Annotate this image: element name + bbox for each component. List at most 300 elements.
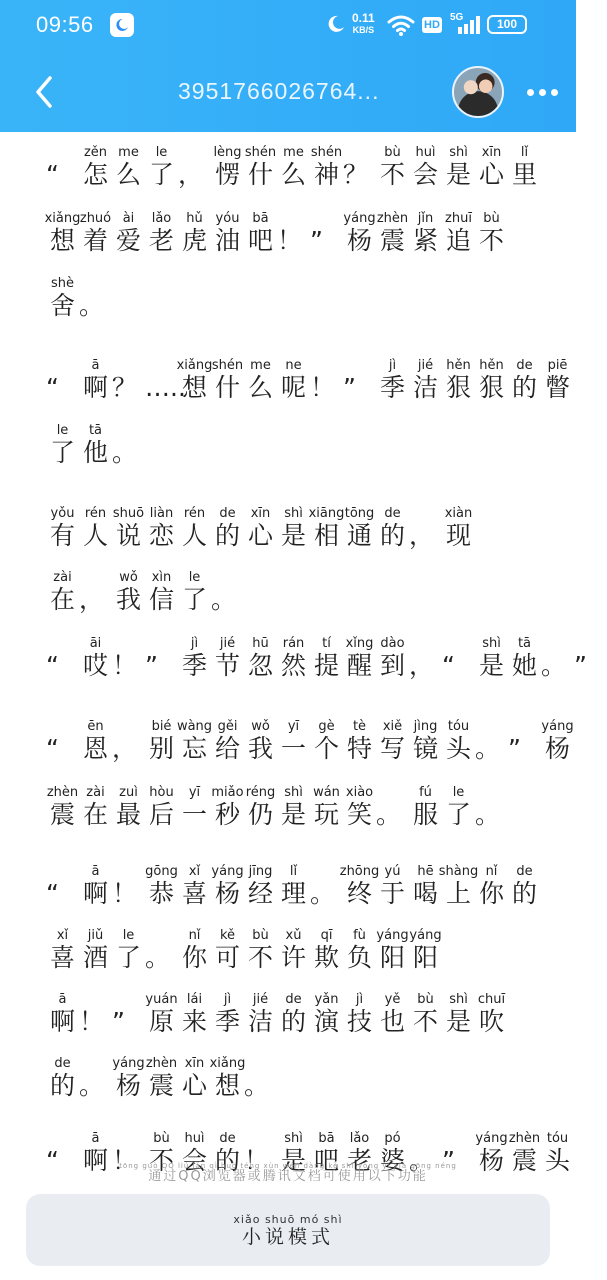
- hanzi: 舍: [49, 291, 75, 320]
- pinyin: xīn: [184, 1056, 205, 1071]
- novel-mode-pinyin: xiǎo shuō mó shì: [233, 1213, 343, 1226]
- pinyin: liàn: [149, 506, 174, 521]
- hanzi: 负: [346, 943, 372, 972]
- character: [244, 493, 277, 553]
- character: [145, 132, 178, 192]
- hanzi: 油: [214, 226, 240, 255]
- pinyin: lǎo: [349, 1131, 370, 1146]
- hanzi: 人: [181, 521, 207, 550]
- hanzi: 别: [148, 734, 174, 763]
- hanzi: 。: [376, 800, 402, 829]
- character: [112, 915, 145, 975]
- pinyin: kě: [219, 928, 236, 943]
- hanzi: 现: [445, 521, 471, 550]
- pinyin: zhōng: [339, 864, 380, 879]
- pinyin: jīng: [248, 864, 273, 879]
- punctuation: [112, 851, 145, 911]
- character: [310, 493, 343, 553]
- hanzi: 服: [412, 800, 438, 829]
- pinyin: jìng: [413, 719, 438, 734]
- character: [442, 979, 475, 1039]
- punctuation: [145, 345, 186, 405]
- pinyin: pó: [384, 1131, 401, 1146]
- character: [409, 198, 442, 258]
- character: [244, 345, 277, 405]
- pinyin: jié: [417, 358, 434, 373]
- hanzi: 杨: [478, 1146, 504, 1175]
- hanzi: 神: [313, 160, 339, 189]
- character: [277, 772, 310, 832]
- pinyin: ā: [91, 1131, 100, 1146]
- pinyin: wàng: [176, 719, 213, 734]
- hanzi: 人: [82, 521, 108, 550]
- character: [244, 132, 277, 192]
- hanzi: 不: [478, 226, 504, 255]
- character: [244, 198, 277, 258]
- chevron-left-icon: [28, 72, 64, 112]
- character: [343, 772, 376, 832]
- app-notification-icon: [110, 13, 134, 37]
- pinyin: zài: [86, 785, 105, 800]
- hanzi: 头: [544, 1146, 570, 1175]
- hanzi: 的: [49, 1071, 75, 1100]
- pinyin: yú: [384, 864, 401, 879]
- pinyin: lǐ: [520, 145, 529, 160]
- punctuation: [541, 623, 574, 683]
- novel-mode-button[interactable]: [26, 1194, 550, 1266]
- character: [178, 772, 211, 832]
- pinyin: shén: [244, 145, 277, 160]
- hanzi: 上: [445, 879, 471, 908]
- wifi-icon: [387, 14, 415, 36]
- character: [112, 1043, 145, 1103]
- pinyin: lǐ: [289, 864, 298, 879]
- character: [211, 851, 244, 911]
- character: [475, 979, 508, 1039]
- character: [310, 623, 343, 683]
- pinyin: rán: [282, 636, 305, 651]
- character: [310, 979, 343, 1039]
- hanzi: 婆: [379, 1146, 405, 1175]
- status-time: 09:56: [36, 12, 94, 37]
- hanzi: 恋: [148, 521, 174, 550]
- character: [343, 706, 376, 766]
- status-bar: [0, 0, 576, 50]
- character: [442, 493, 475, 553]
- punctuation: [310, 345, 343, 405]
- pinyin: xǐ: [188, 864, 201, 879]
- avatar[interactable]: [452, 66, 504, 118]
- character: [79, 851, 112, 911]
- hanzi: 通: [346, 521, 372, 550]
- hanzi: 震: [49, 800, 75, 829]
- pinyin: xǐng: [345, 636, 374, 651]
- pinyin: xiě: [382, 719, 403, 734]
- pinyin: xiào: [345, 785, 374, 800]
- character: [409, 132, 442, 192]
- hanzi: “: [46, 879, 59, 908]
- hanzi: 在: [82, 800, 108, 829]
- pinyin: qī: [320, 928, 333, 943]
- hanzi: 喜: [49, 943, 75, 972]
- hanzi: 啊: [82, 373, 108, 402]
- hanzi: 到: [379, 651, 405, 680]
- character: [145, 979, 178, 1039]
- character: [376, 706, 409, 766]
- character: [178, 623, 211, 683]
- pinyin: de: [219, 1131, 236, 1146]
- pinyin: fú: [419, 785, 432, 800]
- hanzi: …..: [145, 373, 186, 402]
- pinyin: piē: [547, 358, 568, 373]
- pinyin: jié: [219, 636, 236, 651]
- pinyin: shàng: [438, 864, 479, 879]
- character: [145, 851, 178, 911]
- hanzi: ”: [310, 226, 323, 255]
- character: [442, 198, 475, 258]
- character: [112, 198, 145, 258]
- hanzi: 也: [379, 1007, 405, 1036]
- punctuation: [343, 345, 376, 405]
- punctuation: [508, 706, 541, 766]
- punctuation: [46, 706, 79, 766]
- pinyin: wǒ: [119, 570, 138, 585]
- hanzi: 酒: [82, 943, 108, 972]
- hanzi: ，: [409, 651, 435, 680]
- character: [112, 772, 145, 832]
- hanzi: ”: [343, 373, 356, 402]
- hanzi: 愣: [214, 160, 240, 189]
- pinyin: le: [452, 785, 465, 800]
- character: [244, 979, 277, 1039]
- hanzi: 然: [280, 651, 306, 680]
- hanzi: 笑: [346, 800, 372, 829]
- hanzi: 了: [148, 160, 174, 189]
- character: [211, 706, 244, 766]
- pinyin: zhèn: [376, 211, 409, 226]
- pinyin: shì: [284, 785, 303, 800]
- hanzi: “: [46, 651, 59, 680]
- pinyin: bā: [318, 1131, 335, 1146]
- hanzi: 吧: [313, 1146, 339, 1175]
- punctuation: [46, 132, 79, 192]
- hanzi: 会: [181, 1146, 207, 1175]
- pinyin: lèng: [213, 145, 242, 160]
- character: [178, 345, 211, 405]
- hanzi: 说: [115, 521, 141, 550]
- pinyin: ne: [285, 358, 302, 373]
- hanzi: 一: [280, 734, 306, 763]
- character: [211, 345, 244, 405]
- do-not-disturb-moon-icon: [326, 14, 346, 34]
- hanzi: 经: [247, 879, 273, 908]
- hanzi: 狠: [445, 373, 471, 402]
- hanzi: 什: [247, 160, 273, 189]
- hanzi: 个: [313, 734, 339, 763]
- character: [79, 706, 112, 766]
- character: [277, 132, 310, 192]
- pinyin: yáng: [112, 1056, 145, 1071]
- hanzi: “: [442, 651, 455, 680]
- hanzi: 在: [49, 585, 75, 614]
- character: [244, 706, 277, 766]
- hanzi: “: [46, 734, 59, 763]
- pinyin: yě: [384, 992, 401, 1007]
- character: [244, 851, 277, 911]
- character: [145, 1043, 178, 1103]
- hanzi: 不: [247, 943, 273, 972]
- character: [409, 345, 442, 405]
- hanzi: ！: [112, 879, 138, 908]
- hanzi: ，: [178, 160, 204, 189]
- pinyin: tè: [352, 719, 367, 734]
- top-header: [0, 0, 576, 132]
- pinyin: tā: [517, 636, 532, 651]
- pinyin: de: [219, 506, 236, 521]
- character: [244, 915, 277, 975]
- pinyin: yáng: [541, 719, 574, 734]
- hanzi: 什: [214, 373, 240, 402]
- character: [277, 851, 310, 911]
- hanzi: 季: [379, 373, 405, 402]
- character: [475, 198, 508, 258]
- pinyin: jì: [388, 358, 397, 373]
- hanzi: ！: [79, 1007, 105, 1036]
- character: [211, 915, 244, 975]
- pinyin: yuán: [145, 992, 178, 1007]
- punctuation: [409, 493, 442, 553]
- hanzi: 追: [445, 226, 471, 255]
- hanzi: 有: [49, 521, 75, 550]
- hanzi: 。: [409, 1146, 435, 1175]
- pinyin: xiāng: [308, 506, 345, 521]
- character: [376, 493, 409, 553]
- hanzi: 信: [148, 585, 174, 614]
- hanzi: ，: [79, 585, 105, 614]
- pinyin: shì: [449, 145, 468, 160]
- pinyin: ēn: [87, 719, 104, 734]
- pinyin: yǒu: [50, 506, 75, 521]
- hanzi: 是: [280, 1146, 306, 1175]
- hanzi: 想: [214, 1071, 240, 1100]
- hanzi: 阳: [412, 943, 438, 972]
- pinyin: tí: [322, 636, 331, 651]
- hanzi: 狠: [478, 373, 504, 402]
- character: [145, 557, 178, 617]
- character: [46, 410, 79, 470]
- character: [508, 345, 541, 405]
- pinyin: me: [250, 358, 271, 373]
- pinyin: fù: [353, 928, 366, 943]
- character: [409, 915, 442, 975]
- pinyin: wǒ: [251, 719, 270, 734]
- pinyin: nǐ: [188, 928, 201, 943]
- cellular-signal-icon: [458, 16, 482, 34]
- pinyin: yóu: [215, 211, 240, 226]
- punctuation: [409, 623, 442, 683]
- more-options-button[interactable]: [527, 86, 559, 98]
- pinyin: shén: [211, 358, 244, 373]
- hanzi: 特: [346, 734, 372, 763]
- back-button[interactable]: [28, 72, 64, 112]
- pinyin: hē: [417, 864, 434, 879]
- hanzi: 老: [148, 226, 174, 255]
- pinyin: hǔ: [186, 211, 203, 226]
- pinyin: shì: [284, 506, 303, 521]
- character: [409, 706, 442, 766]
- hanzi: ！: [277, 226, 303, 255]
- hanzi: 了: [115, 943, 141, 972]
- punctuation: [178, 132, 211, 192]
- hanzi: 震: [511, 1146, 537, 1175]
- pinyin: bù: [483, 211, 500, 226]
- pinyin: hěn: [446, 358, 471, 373]
- pinyin: gěi: [217, 719, 238, 734]
- character: [376, 979, 409, 1039]
- hanzi: 可: [214, 943, 240, 972]
- hanzi: 你: [181, 943, 207, 972]
- pinyin: jiǔ: [87, 928, 104, 943]
- character: [343, 915, 376, 975]
- hanzi: 季: [214, 1007, 240, 1036]
- character: [438, 851, 479, 911]
- hanzi: 。: [475, 734, 501, 763]
- character: [376, 915, 409, 975]
- more-dot-icon: [527, 89, 534, 96]
- hanzi: ？: [112, 373, 138, 402]
- hanzi: 是: [478, 651, 504, 680]
- punctuation: [145, 915, 178, 975]
- character: [46, 493, 79, 553]
- pinyin: me: [283, 145, 304, 160]
- character: [343, 623, 376, 683]
- hanzi: 会: [412, 160, 438, 189]
- hanzi: 了: [49, 438, 75, 467]
- hanzi: ！: [244, 1146, 270, 1175]
- punctuation: [112, 706, 145, 766]
- hanzi: 技: [346, 1007, 372, 1036]
- hanzi: 给: [214, 734, 240, 763]
- hanzi: 理: [280, 879, 306, 908]
- pinyin: me: [118, 145, 139, 160]
- pinyin: xiǎng: [44, 211, 81, 226]
- pinyin: dào: [380, 636, 405, 651]
- pinyin: xǐ: [56, 928, 69, 943]
- character: [310, 706, 343, 766]
- character: [211, 493, 244, 553]
- pinyin: chuī: [477, 992, 506, 1007]
- pinyin: yáng: [343, 211, 376, 226]
- punctuation: [79, 979, 112, 1039]
- hanzi: 我: [247, 734, 273, 763]
- hanzi: 是: [445, 160, 471, 189]
- pinyin: shén: [310, 145, 343, 160]
- pinyin: rén: [183, 506, 206, 521]
- hanzi: 。: [145, 943, 171, 972]
- feature-hint: [0, 1162, 576, 1186]
- character: [508, 623, 541, 683]
- pinyin: ā: [58, 992, 67, 1007]
- character: [376, 345, 409, 405]
- punctuation: [79, 1043, 112, 1103]
- hanzi: 心: [478, 160, 504, 189]
- pinyin: yī: [188, 785, 201, 800]
- character: [178, 979, 211, 1039]
- hanzi: 季: [181, 651, 207, 680]
- hanzi: ！: [310, 373, 336, 402]
- hanzi: 想: [49, 226, 75, 255]
- hanzi: 是: [280, 800, 306, 829]
- hanzi: 。: [211, 585, 237, 614]
- character: [343, 198, 376, 258]
- hanzi: 的: [214, 1146, 240, 1175]
- hanzi: 演: [313, 1007, 339, 1036]
- punctuation: [310, 198, 343, 258]
- hanzi: 啊: [82, 879, 108, 908]
- hanzi: 。: [112, 438, 138, 467]
- pinyin: hòu: [149, 785, 174, 800]
- character: [178, 557, 211, 617]
- punctuation: [46, 345, 79, 405]
- hanzi: 想: [181, 373, 207, 402]
- hanzi: 啊: [82, 1146, 108, 1175]
- punctuation: [112, 345, 145, 405]
- character: [343, 493, 376, 553]
- character: [277, 915, 310, 975]
- punctuation: [376, 772, 409, 832]
- punctuation: [112, 410, 145, 470]
- pinyin: zhuī: [445, 211, 472, 226]
- character: [178, 915, 211, 975]
- hanzi: 我: [115, 585, 141, 614]
- pinyin: xiǎng: [209, 1056, 246, 1071]
- character: [277, 979, 310, 1039]
- hanzi: 震: [148, 1071, 174, 1100]
- character: [112, 493, 145, 553]
- pinyin: lái: [186, 992, 203, 1007]
- hanzi: 。: [310, 879, 336, 908]
- hanzi: 爱: [115, 226, 141, 255]
- hanzi: 的: [214, 521, 240, 550]
- pinyin: shì: [449, 992, 468, 1007]
- battery-indicator: 100: [487, 15, 527, 34]
- hanzi: 着: [82, 226, 108, 255]
- pinyin: de: [54, 1056, 71, 1071]
- character: [46, 1043, 79, 1103]
- character: [244, 623, 277, 683]
- hanzi: “: [46, 1146, 59, 1175]
- character: [475, 851, 508, 911]
- pinyin: ā: [91, 864, 100, 879]
- hanzi: ，: [409, 521, 435, 550]
- hanzi: 阳: [379, 943, 405, 972]
- pinyin: le: [56, 423, 69, 438]
- punctuation: [310, 851, 343, 911]
- character: [46, 772, 79, 832]
- hanzi: 洁: [247, 1007, 273, 1036]
- punctuation: [46, 623, 79, 683]
- hanzi: 最: [115, 800, 141, 829]
- punctuation: [244, 1043, 277, 1103]
- hanzi: 哎: [82, 651, 108, 680]
- character: [46, 198, 79, 258]
- hanzi: 不: [412, 1007, 438, 1036]
- hanzi: 吧: [247, 226, 273, 255]
- character: [339, 851, 380, 911]
- hint-pinyin: tōng guò QQ liú lǎn qì huò téng xùn wén dàng kě shǐ yòng yǐ xià gōng néng: [119, 1162, 457, 1170]
- character: [442, 706, 475, 766]
- pinyin: zhèn: [508, 1131, 541, 1146]
